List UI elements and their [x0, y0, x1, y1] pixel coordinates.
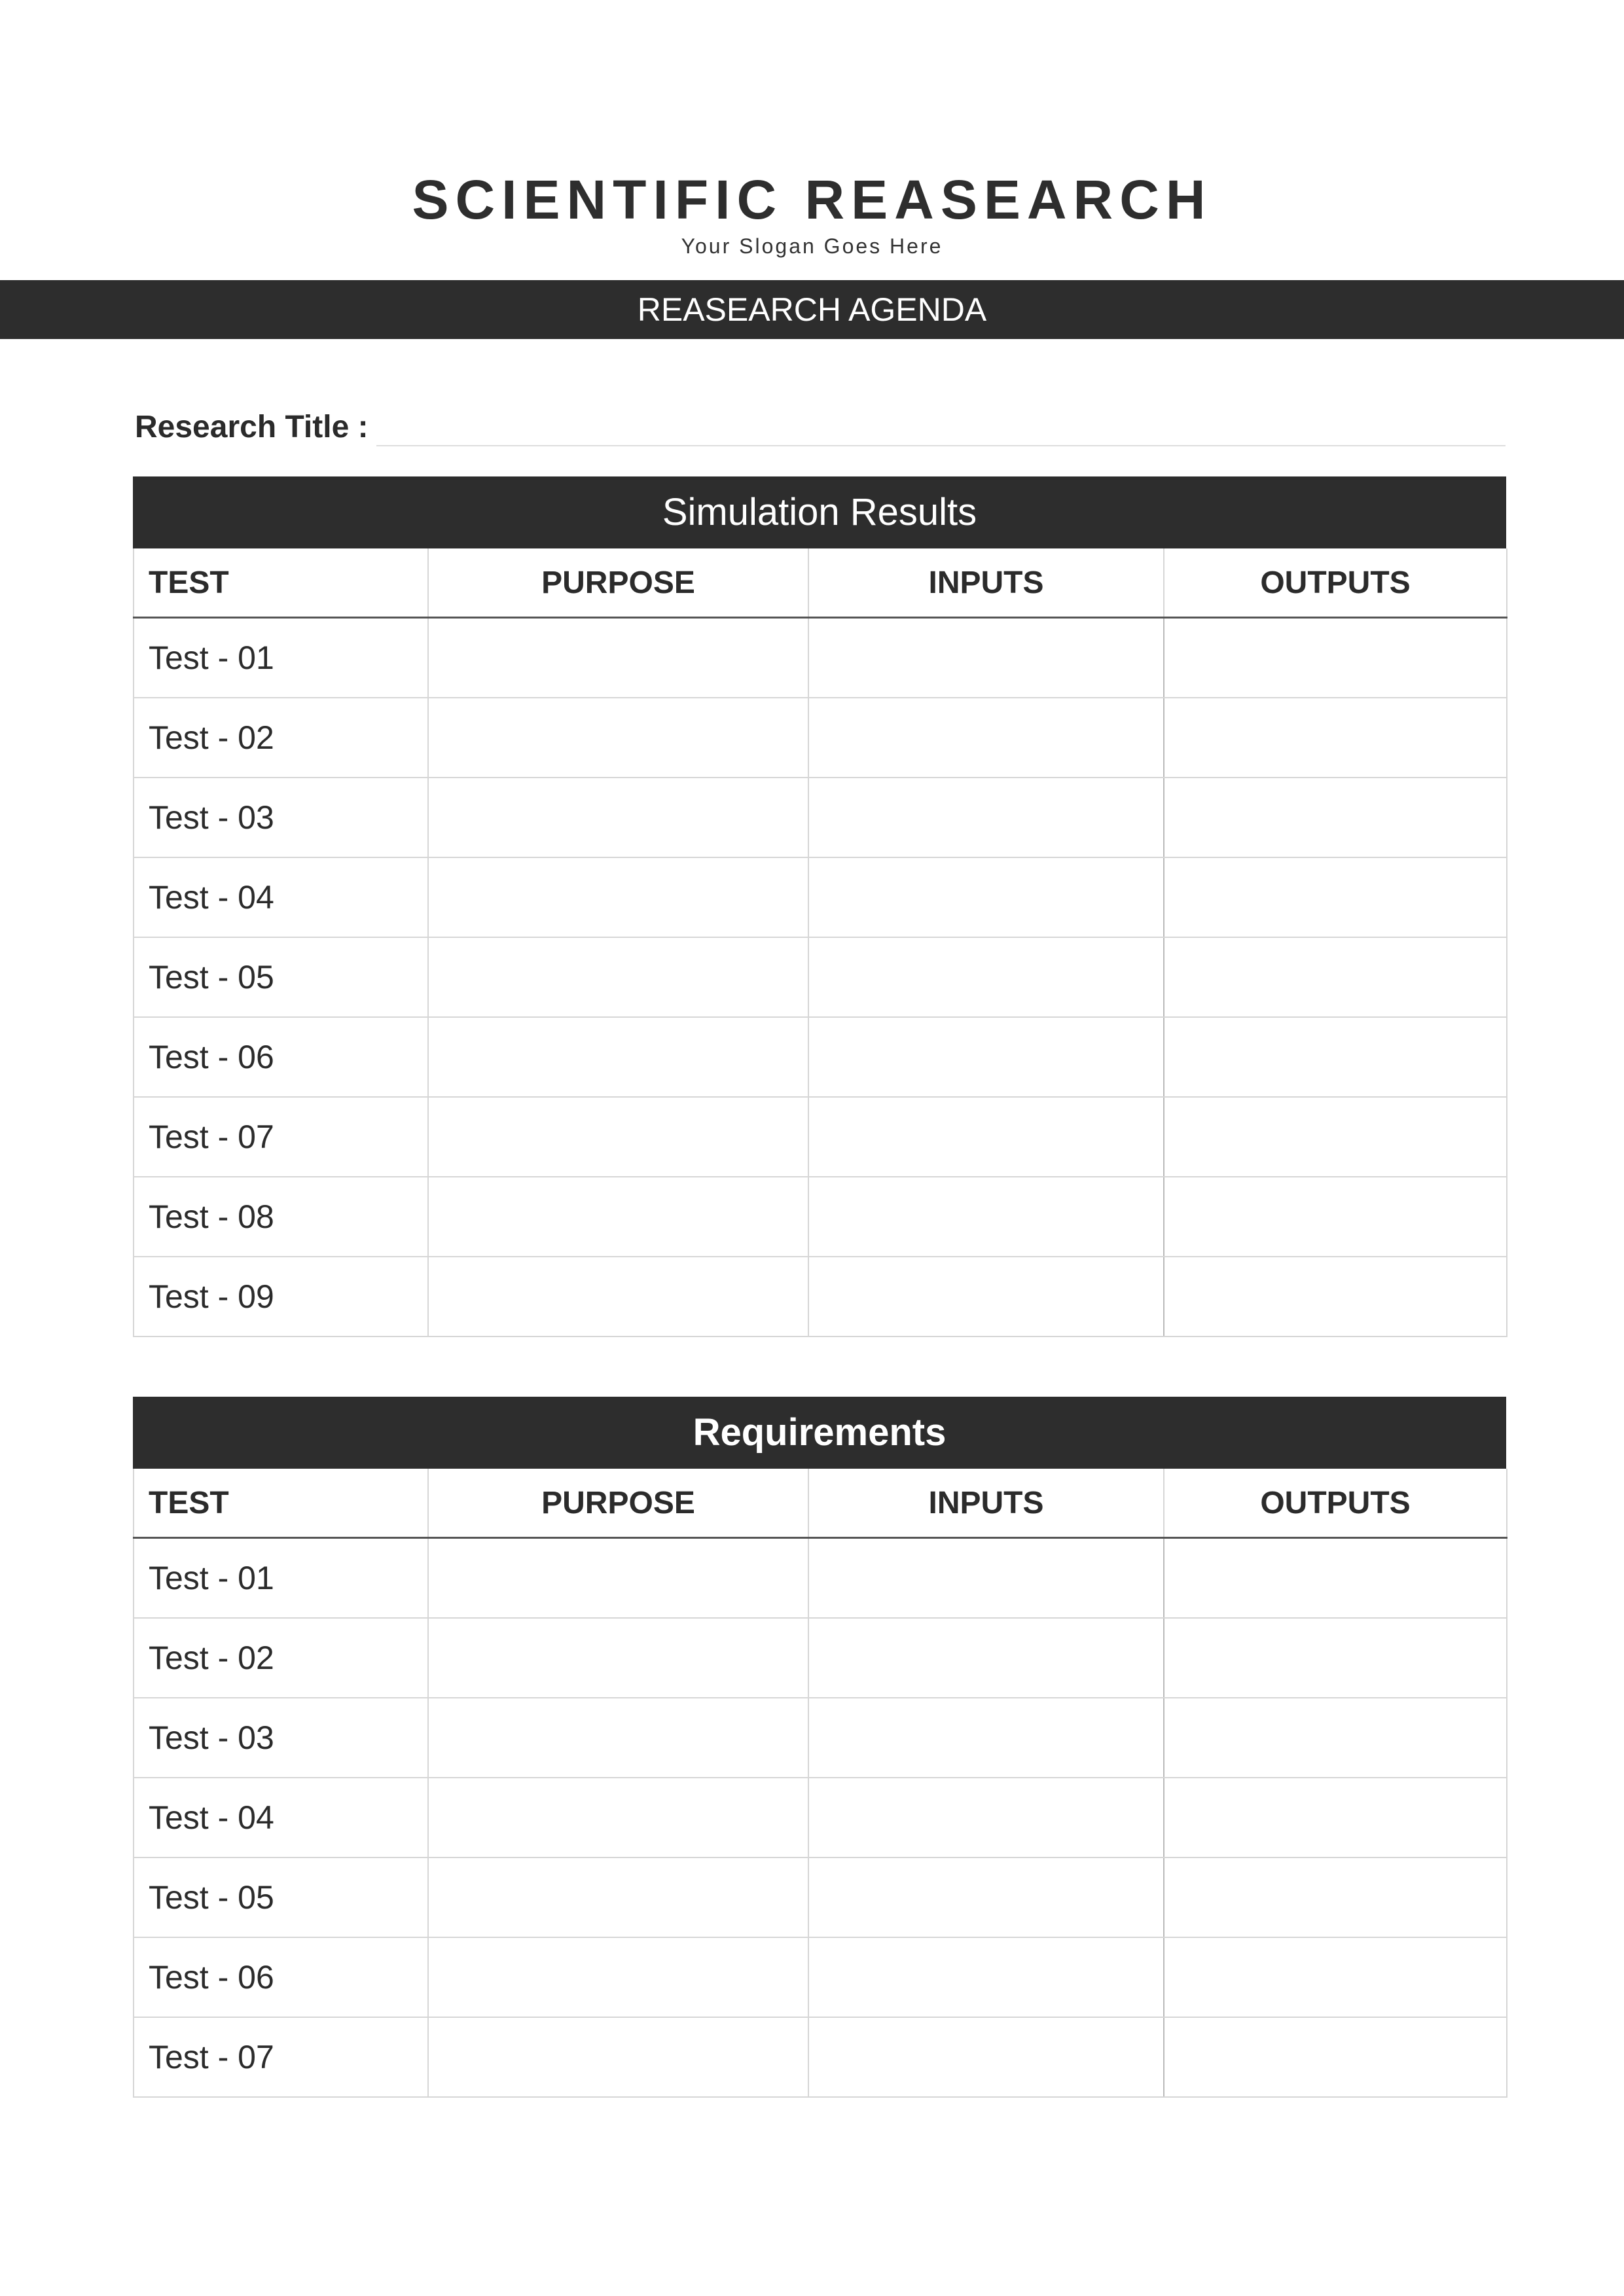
purpose-cell[interactable]	[428, 778, 808, 857]
table-row	[134, 937, 1507, 1017]
inputs-cell[interactable]	[808, 1698, 1164, 1778]
purpose-cell[interactable]	[428, 1257, 808, 1336]
requirements-title: Requirements	[133, 1397, 1506, 1469]
table-row	[134, 1097, 1507, 1177]
column-header-inputs: INPUTS	[808, 1469, 1164, 1538]
purpose-cell[interactable]	[428, 1778, 808, 1857]
inputs-cell[interactable]	[808, 1857, 1164, 1937]
test-cell: Test - 01	[134, 1538, 428, 1619]
inputs-cell[interactable]	[808, 937, 1164, 1017]
test-cell: Test - 02	[134, 698, 428, 778]
column-header-outputs: OUTPUTS	[1164, 548, 1507, 618]
test-cell: Test - 01	[134, 618, 428, 698]
table-row	[134, 778, 1507, 857]
inputs-cell[interactable]	[808, 698, 1164, 778]
test-cell: Test - 05	[134, 1857, 428, 1937]
test-cell: Test - 05	[134, 937, 428, 1017]
inputs-cell[interactable]	[808, 857, 1164, 937]
table-row	[134, 1538, 1507, 1619]
purpose-cell[interactable]	[428, 1937, 808, 2017]
inputs-cell[interactable]	[808, 1097, 1164, 1177]
table-row	[134, 618, 1507, 698]
table-header-row	[134, 1469, 1507, 1538]
agenda-banner	[0, 280, 1624, 339]
outputs-cell[interactable]	[1164, 1257, 1507, 1336]
test-cell: Test - 09	[134, 1257, 428, 1336]
purpose-cell[interactable]	[428, 1177, 808, 1257]
outputs-cell[interactable]	[1164, 1778, 1507, 1857]
test-cell: Test - 08	[134, 1177, 428, 1257]
purpose-cell[interactable]	[428, 1538, 808, 1619]
purpose-cell[interactable]	[428, 2017, 808, 2097]
test-cell: Test - 03	[134, 778, 428, 857]
outputs-cell[interactable]	[1164, 2017, 1507, 2097]
table-row	[134, 1177, 1507, 1257]
column-header-outputs: OUTPUTS	[1164, 1469, 1507, 1538]
test-cell: Test - 04	[134, 1778, 428, 1857]
inputs-cell[interactable]	[808, 1177, 1164, 1257]
inputs-cell[interactable]	[808, 1257, 1164, 1336]
column-header-test: TEST	[134, 1469, 428, 1538]
purpose-cell[interactable]	[428, 1618, 808, 1698]
table-row	[134, 698, 1507, 778]
table-row	[134, 1857, 1507, 1937]
inputs-cell[interactable]	[808, 1017, 1164, 1097]
test-cell: Test - 07	[134, 1097, 428, 1177]
test-cell: Test - 06	[134, 1017, 428, 1097]
table-row	[134, 1017, 1507, 1097]
purpose-cell[interactable]	[428, 937, 808, 1017]
outputs-cell[interactable]	[1164, 857, 1507, 937]
table-row	[134, 1257, 1507, 1336]
inputs-cell[interactable]	[808, 778, 1164, 857]
column-header-test: TEST	[134, 548, 428, 618]
test-cell: Test - 07	[134, 2017, 428, 2097]
table-row	[134, 1698, 1507, 1778]
requirements-table	[133, 1469, 1507, 2098]
table-row	[134, 857, 1507, 937]
inputs-cell[interactable]	[808, 618, 1164, 698]
inputs-cell[interactable]	[808, 1937, 1164, 2017]
test-cell: Test - 03	[134, 1698, 428, 1778]
simulation-results-table	[133, 548, 1507, 1337]
simulation-results-body	[134, 618, 1507, 1337]
outputs-cell[interactable]	[1164, 1618, 1507, 1698]
table-row	[134, 2017, 1507, 2097]
page-title: SCIENTIFIC REASEARCH	[412, 169, 1212, 230]
inputs-cell[interactable]	[808, 1618, 1164, 1698]
inputs-cell[interactable]	[808, 2017, 1164, 2097]
inputs-cell[interactable]	[808, 1538, 1164, 1619]
outputs-cell[interactable]	[1164, 1698, 1507, 1778]
purpose-cell[interactable]	[428, 857, 808, 937]
outputs-cell[interactable]	[1164, 618, 1507, 698]
test-cell: Test - 02	[134, 1618, 428, 1698]
table-row	[134, 1778, 1507, 1857]
outputs-cell[interactable]	[1164, 1097, 1507, 1177]
purpose-cell[interactable]	[428, 1017, 808, 1097]
outputs-cell[interactable]	[1164, 1017, 1507, 1097]
purpose-cell[interactable]	[428, 698, 808, 778]
requirements-body	[134, 1538, 1507, 2098]
table-row	[134, 1937, 1507, 2017]
purpose-cell[interactable]	[428, 1097, 808, 1177]
outputs-cell[interactable]	[1164, 1857, 1507, 1937]
simulation-results-title: Simulation Results	[133, 476, 1506, 548]
test-cell: Test - 06	[134, 1937, 428, 2017]
outputs-cell[interactable]	[1164, 1538, 1507, 1619]
purpose-cell[interactable]	[428, 1698, 808, 1778]
requirements-section	[133, 1397, 1506, 2098]
column-header-inputs: INPUTS	[808, 548, 1164, 618]
column-header-purpose: PURPOSE	[428, 548, 808, 618]
outputs-cell[interactable]	[1164, 1937, 1507, 2017]
table-header-row	[134, 548, 1507, 618]
outputs-cell[interactable]	[1164, 1177, 1507, 1257]
purpose-cell[interactable]	[428, 618, 808, 698]
outputs-cell[interactable]	[1164, 778, 1507, 857]
slogan: Your Slogan Goes Here	[681, 234, 943, 258]
column-header-purpose: PURPOSE	[428, 1469, 808, 1538]
simulation-results-section	[133, 476, 1506, 1337]
outputs-cell[interactable]	[1164, 698, 1507, 778]
inputs-cell[interactable]	[808, 1778, 1164, 1857]
test-cell: Test - 04	[134, 857, 428, 937]
purpose-cell[interactable]	[428, 1857, 808, 1937]
agenda-banner-label: REASEARCH AGENDA	[637, 291, 987, 328]
table-row	[134, 1618, 1507, 1698]
outputs-cell[interactable]	[1164, 937, 1507, 1017]
research-title-label: Research Title :	[135, 410, 369, 444]
research-title-field[interactable]	[376, 445, 1506, 446]
